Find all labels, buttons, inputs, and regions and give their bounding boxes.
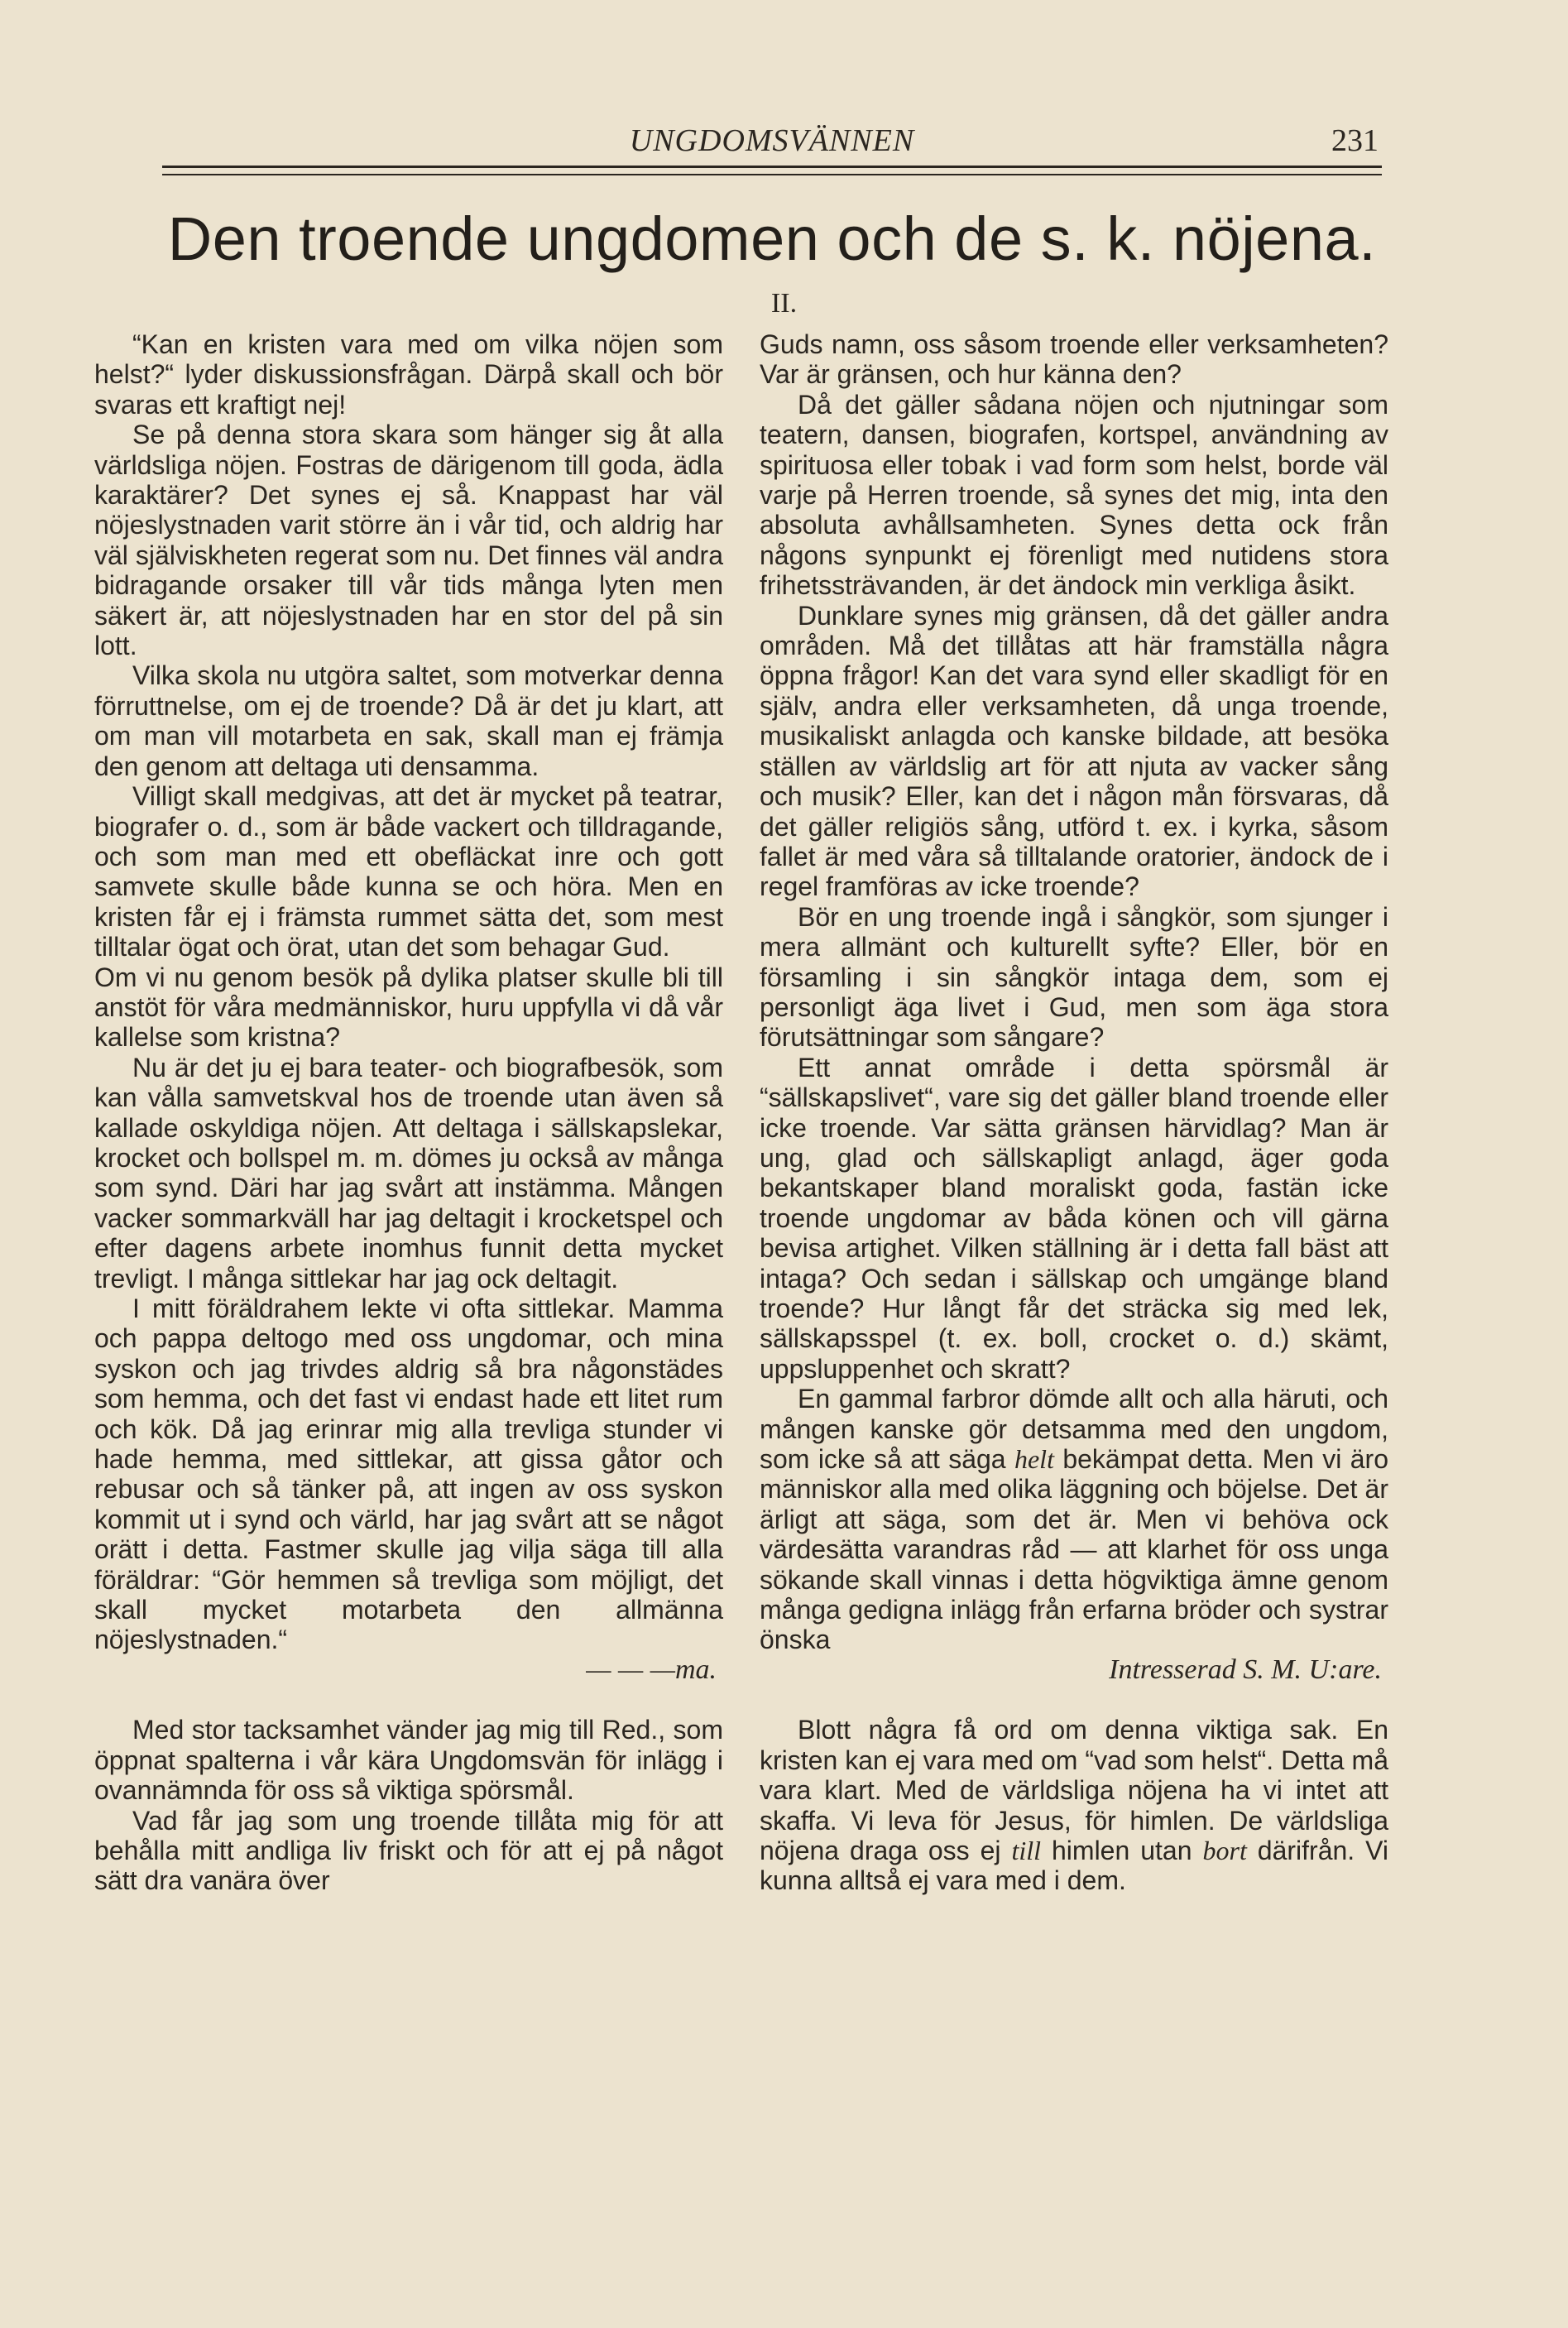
signature: Intresserad S. M. U:are. bbox=[1109, 1654, 1382, 1685]
paragraph bbox=[760, 1715, 1388, 1895]
paragraph: Guds namn, oss såsom troende eller verksamheten? Var är gränsen, och hur känna den? bbox=[760, 329, 1388, 390]
header-rule-bottom bbox=[162, 174, 1382, 175]
paragraph: Då det gäller sådana nöjen och njutningar som teatern, dansen, biografen, kortspel, användning av spirituosa eller tobak i vad form som helst, borde väl varje på Herren troende, så synes det mig, inta den absoluta avhållsamheten. Synes detta ock från någons synpunkt ej förenligt med nutidens stora frihetssträvanden, är det ändock min verkliga åsikt. bbox=[760, 389, 1388, 601]
paragraph: Vilka skola nu utgöra saltet, som motverkar denna förruttnelse, om ej de troende? Då är det ju klart, att om man vill motarbeta en sak, skall man ej främja den genom att deltaga uti densamma. bbox=[94, 660, 723, 781]
page-number: 231 bbox=[1331, 123, 1379, 158]
paragraph: Bör en ung troende ingå i sångkör, som sjunger i mera allmänt och kulturellt syfte? Eller, bör en församling i sin sångkör intaga dem, som ej personligt äga livet i Gud, men som äga stora förutsättningar som sångare? bbox=[760, 901, 1388, 1053]
paragraph: Villigt skall medgivas, att det är mycket på teatrar, biografer o. d., som är både vackert och tilldragande, och som man med ett obefläckat inre och gott samvete skulle både kunna se och höra. Men en kristen får ej i främsta rummet sätta det, som mest tilltalar ögat och örat, utan det som behagar Gud. bbox=[94, 781, 723, 962]
article-title: Den troende ungdomen och de s. k. nöjena. bbox=[167, 204, 1377, 273]
text-run: En gammal farbror dömde allt och alla häruti, och mången kanske gör detsamma med den ungdom, som icke så att säga bbox=[760, 1384, 1388, 1475]
signature: — — —ma. bbox=[586, 1654, 717, 1685]
paragraph bbox=[760, 1384, 1388, 1655]
text-run: himlen utan bbox=[1041, 1835, 1203, 1865]
left-column bbox=[94, 329, 723, 1896]
emphasis: bort bbox=[1202, 1835, 1247, 1865]
paragraph: Nu är det ju ej bara teater- och biografbesök, som kan vålla samvetskval hos de troende utan även så kallade oskyldiga nöjen. Att deltaga i sällskapslekar, krocket och bollspel m. m. dömes ju också av många som synd. Däri har jag svårt att instämma. Mången vacker sommarkväll har jag deltagit i krocketspel och efter dagens arbete inomhus funnit detta mycket trevligt. I många sittlekar har jag ock deltagit. bbox=[94, 1052, 723, 1294]
paragraph: Se på denna stora skara som hänger sig åt alla världsliga nöjen. Fostras de därigenom till goda, ädla karaktärer? Det synes ej så. Knappast har väl nöjeslystnaden varit större än i vår tid, och aldrig har väl själviskheten regerat som nu. Det finnes väl andra bidragande orsaker till vår tids många lyten men säkert är, att nöjeslystnaden har en stor del på sin lott. bbox=[94, 420, 723, 661]
paragraph: Vad får jag som ung troende tillåta mig för att behålla mitt andliga liv friskt och för att ej på något sätt dra vanära över bbox=[94, 1805, 723, 1896]
emphasis: helt bbox=[1014, 1444, 1054, 1475]
paragraph: Dunklare synes mig gränsen, då det gäller andra områden. Må det tillåtas att här framställa några öppna frågor! Kan det vara synd eller skadligt för en själv, andra eller verksamheten, då unga troende, musikaliskt anlagda och kanske bildade, att besöka ställen av världslig art för att njuta av vacker sång och musik? Eller, kan det i någon mån försvaras, då det gäller religiös sång, utförd t. ex. i kyrka, såsom fallet är med våra så tilltalande oratorier, ändock de i regel framföras av icke troende? bbox=[760, 600, 1388, 902]
right-column bbox=[760, 329, 1388, 1896]
running-header bbox=[162, 121, 1382, 172]
paragraph: I mitt föräldrahem lekte vi ofta sittlekar. Mamma och pappa deltogo med oss ungdomar, och mina syskon och jag trivdes aldrig så bra någonstädes som hemma, och det fast vi endast hade ett litet rum och kök. Då jag erinrar mig alla trevliga stunder vi hade hemma, med sittlekar, att gissa gåtor och rebusar och så tänker på, att ingen av oss syskon kommit ut i synd och värld, har jag svårt att se något orätt i detta. Fastmer skulle jag vilja säga till alla föräldrar: “Gör hemmen så trevliga som möjligt, det skall mycket motarbeta den allmänna nöjeslystnaden.“ bbox=[94, 1294, 723, 1655]
text-run: därifrån. Vi kunna alltså ej vara med i dem. bbox=[760, 1835, 1389, 1896]
emphasis: till bbox=[1011, 1835, 1042, 1865]
paragraph: Med stor tacksamhet vänder jag mig till Red., som öppnat spalterna i vår kära Ungdomsvän för inlägg i ovannämnda för oss så viktiga spörsmål. bbox=[94, 1715, 723, 1806]
paragraph: Om vi nu genom besök på dylika platser skulle bli till anstöt för våra medmänniskor, huru uppfylla vi då vår kallelse som kristna? bbox=[94, 962, 723, 1053]
paragraph: Ett annat område i detta spörsmål är “sällskapslivet“, vare sig det gäller bland troende eller icke troende. Var sätta gränsen härvidlag? Man är ung, glad och sällskapligt anlagd, äger goda bekantskaper bland moraliskt goda, fastän icke troende ungdomar av båda könen och vill gärna bevisa artighet. Vilken ställning är i detta fall bäst att intaga? Och sedan i sällskap och umgänge bland troende? Hur långt får det sträcka sig med lek, sällskapsspel (t. ex. boll, crocket o. d.) skämt, uppsluppenhet och skratt? bbox=[760, 1052, 1388, 1384]
text-run: bekämpat detta. Men vi äro människor alla med olika läggning och böjelse. Det är ärligt att säga, som det är. Men vi behöva ock värdesätta varandras råd — att klarhet för oss unga sökande skall vinnas i detta högviktiga ämne genom många gedigna inlägg från erfarna bröder och systrar önska bbox=[760, 1444, 1389, 1655]
text-run: Blott några få ord om denna viktiga sak. En kristen kan ej vara med om “vad som helst“. Detta må vara klart. Med de världsliga nöjena ha vi intet att skaffa. Vi leva för Jesus, för himlen. De världsliga nöjena draga oss ej bbox=[760, 1715, 1388, 1865]
article-part-number: II. bbox=[770, 288, 798, 319]
header-rule-top bbox=[162, 166, 1382, 168]
paragraph: “Kan en kristen vara med om vilka nöjen som helst?“ lyder diskussionsfrågan. Därpå skall och bör svaras ett kraftigt nej! bbox=[94, 329, 723, 420]
magazine-title: UNGDOMSVÄNNEN bbox=[629, 123, 915, 158]
